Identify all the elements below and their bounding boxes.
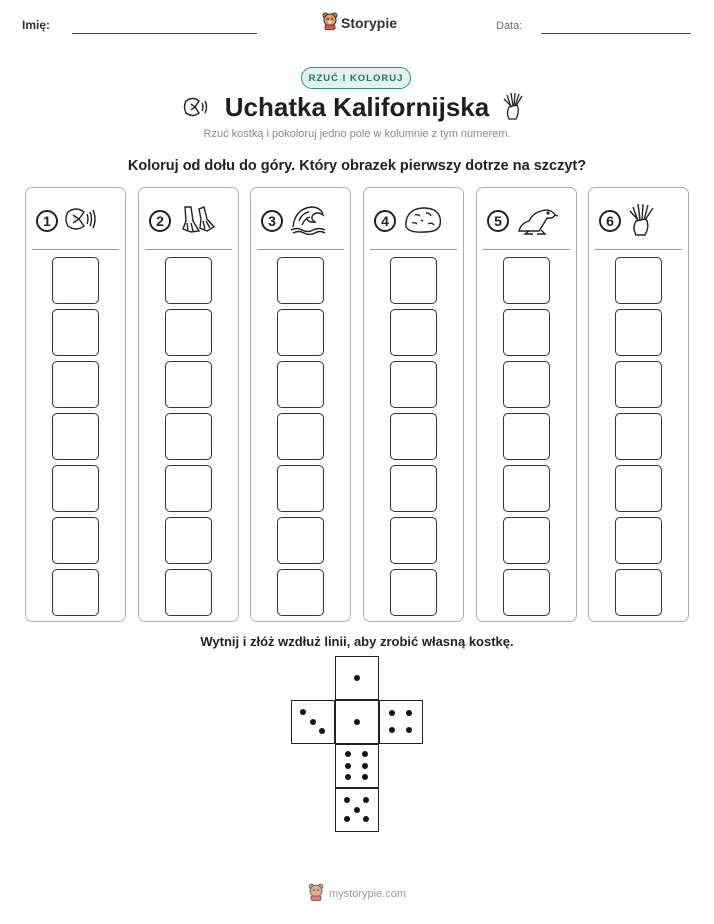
dice-pip [354, 675, 360, 681]
dice-pip [363, 816, 369, 822]
dice-pip [345, 763, 351, 769]
column-number: 2 [149, 210, 171, 232]
column-2 [138, 187, 239, 622]
dice-face-5 [335, 788, 379, 832]
dice-pip [354, 807, 360, 813]
page-title: Uchatka Kalifornijska [224, 92, 490, 122]
color-box[interactable] [615, 361, 662, 408]
color-box[interactable] [390, 413, 437, 460]
column-5 [476, 187, 577, 622]
color-box[interactable] [277, 569, 324, 616]
date-line[interactable] [541, 33, 691, 34]
wave-icon [289, 203, 327, 240]
activity-badge: RZUĆ I KOLORUJ [301, 67, 411, 89]
color-box[interactable] [52, 257, 99, 304]
bark-sound-icon [64, 204, 100, 239]
color-box[interactable] [165, 257, 212, 304]
instruction: Koloruj od dołu do góry. Który obrazek pierwszy dotrze na szczyt? [127, 158, 587, 174]
dice-pip [300, 709, 306, 715]
dice-pip [389, 727, 395, 733]
column-divider [370, 249, 457, 250]
sea-anemone-icon [501, 91, 527, 126]
color-box[interactable] [165, 309, 212, 356]
footer-text: mystorypie.com [329, 888, 407, 900]
column-3 [250, 187, 351, 622]
color-box[interactable] [277, 465, 324, 512]
name-label: Imię: [22, 18, 51, 32]
color-box[interactable] [52, 517, 99, 564]
column-number: 1 [36, 210, 58, 232]
color-box[interactable] [503, 465, 550, 512]
column-number: 5 [487, 210, 509, 232]
color-box[interactable] [390, 309, 437, 356]
dice-face-4 [379, 700, 423, 744]
column-divider [32, 249, 119, 250]
dice-pip [345, 751, 351, 757]
footer [308, 884, 406, 904]
color-box[interactable] [615, 257, 662, 304]
color-box[interactable] [615, 413, 662, 460]
date-label: Data: [496, 20, 523, 32]
dice-pip [362, 751, 368, 757]
rock-icon [402, 203, 444, 240]
color-box[interactable] [503, 517, 550, 564]
dice-face-3 [291, 700, 335, 744]
dice-pip [362, 763, 368, 769]
dice-face-6 [335, 744, 379, 788]
color-box[interactable] [503, 257, 550, 304]
dice-pip [354, 719, 360, 725]
dice-pip [362, 774, 368, 780]
column-1 [25, 187, 126, 622]
cut-instruction: Wytnij i złóż wzdłuż linii, aby zrobić własną kostkę. [200, 634, 514, 649]
column-6 [588, 187, 689, 622]
dice-face-1 [335, 656, 379, 700]
column-divider [257, 249, 344, 250]
column-number: 6 [599, 210, 621, 232]
color-box[interactable] [503, 413, 550, 460]
column-divider [483, 249, 570, 250]
column-number: 3 [261, 210, 283, 232]
color-box[interactable] [277, 517, 324, 564]
color-box[interactable] [52, 361, 99, 408]
sea-lion-barking-icon [183, 95, 211, 124]
dice-pip [319, 728, 325, 734]
color-box[interactable] [390, 569, 437, 616]
color-box[interactable] [503, 569, 550, 616]
dice-pip [344, 816, 350, 822]
color-box[interactable] [615, 517, 662, 564]
sea-lion-icon [515, 203, 559, 240]
flippers-icon [177, 203, 217, 240]
dice-pip [406, 727, 412, 733]
brand-name: Storypie [341, 15, 398, 31]
color-box[interactable] [165, 465, 212, 512]
color-box[interactable] [52, 465, 99, 512]
name-line[interactable] [72, 33, 257, 34]
dice-pip [363, 797, 369, 803]
color-box[interactable] [277, 309, 324, 356]
brand-logo [322, 12, 397, 34]
color-box[interactable] [277, 413, 324, 460]
bear-mascot-icon [308, 883, 324, 906]
dice-pip [389, 710, 395, 716]
column-divider [145, 249, 232, 250]
color-box[interactable] [390, 361, 437, 408]
color-box[interactable] [52, 413, 99, 460]
dice-pip [406, 710, 412, 716]
dice-pip [344, 797, 350, 803]
color-box[interactable] [165, 517, 212, 564]
color-box[interactable] [615, 465, 662, 512]
color-box[interactable] [390, 257, 437, 304]
subtitle: Rzuć kostką i pokoloruj jedno pole w kolumnie z tym numerem. [203, 128, 511, 140]
color-box[interactable] [52, 309, 99, 356]
color-box[interactable] [277, 257, 324, 304]
color-box[interactable] [165, 569, 212, 616]
dice-pip [345, 774, 351, 780]
sea-anemone-icon [627, 201, 657, 242]
color-box[interactable] [52, 569, 99, 616]
color-box[interactable] [165, 413, 212, 460]
color-box[interactable] [615, 309, 662, 356]
color-box[interactable] [390, 517, 437, 564]
column-divider [595, 249, 682, 250]
color-box[interactable] [615, 569, 662, 616]
color-box[interactable] [165, 361, 212, 408]
column-4 [363, 187, 464, 622]
dice-pip [310, 719, 316, 725]
color-box[interactable] [390, 465, 437, 512]
column-number: 4 [374, 210, 396, 232]
color-box[interactable] [503, 361, 550, 408]
bear-mascot-icon [322, 12, 338, 35]
dice-face-1 [335, 700, 379, 744]
color-box[interactable] [503, 309, 550, 356]
color-box[interactable] [277, 361, 324, 408]
